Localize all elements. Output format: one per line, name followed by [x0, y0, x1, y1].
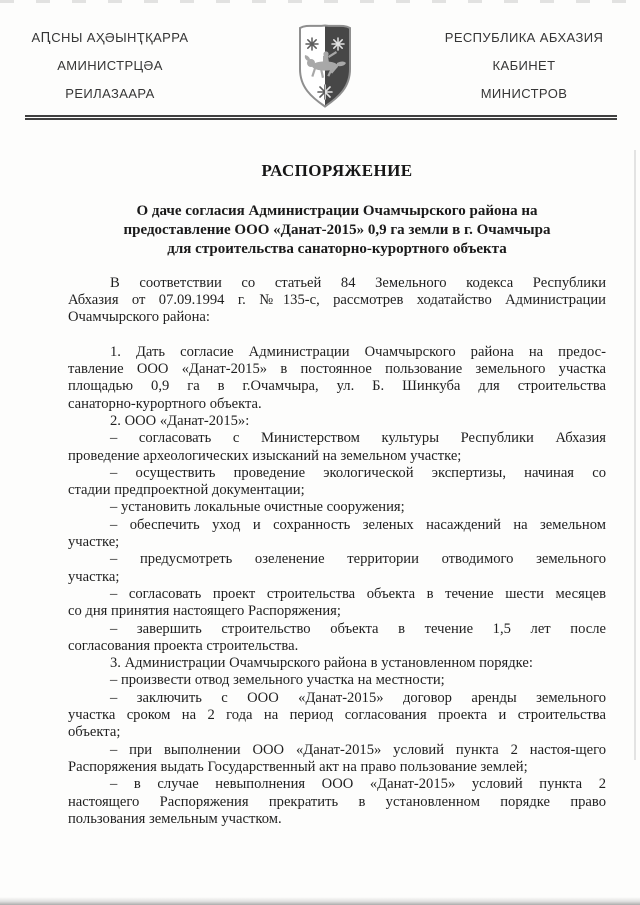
document-subject [68, 202, 606, 260]
subject-line: О даче согласия Администрации Очамчырского района на [136, 203, 538, 219]
paragraph [68, 621, 606, 656]
text-line: Распоряжения выдать Государственный акт на право пользование землей; [68, 758, 528, 775]
text-line: – согласовать с Министерством культуры Республики Абхазия [110, 430, 606, 447]
document-title: РАСПОРЯЖЕНИЕ [261, 161, 413, 180]
letterhead-right-line: МИНИСТРОВ [480, 86, 568, 101]
text-line: настоящего Распоряжения прекратить в установленном порядке право [68, 793, 606, 810]
text-line: – произвести отвод земельного участка на местности; [110, 672, 445, 689]
header-divider [25, 115, 617, 120]
paragraph [68, 465, 606, 500]
text-line: согласования проекта строительства. [68, 637, 299, 654]
paragraph [68, 742, 606, 777]
scan-artifact-bottom [0, 897, 640, 905]
paragraph [68, 586, 606, 621]
letterhead-right-line: КАБИНЕТ [492, 58, 556, 73]
text-line: – осуществить проведение экологической экспертизы, начиная со [110, 464, 606, 481]
paragraph [68, 551, 606, 586]
text-line: объекта; [68, 724, 121, 741]
subject-line: для строительства санаторно-курортного объекта [167, 241, 507, 258]
text-line: участка сроком на 2 года на период согласования проекта и строительства [68, 707, 606, 724]
paragraph [68, 517, 606, 552]
text-line: проведение археологических изысканий на земельном участке; [68, 447, 462, 464]
text-line: тавление ООО «Данат-2015» в постоянное пользование земельного участка [68, 361, 606, 378]
letterhead-left-line: РЕИЛАЗААРА [65, 86, 155, 101]
text-line: пользования земельным участком. [68, 810, 282, 827]
letterhead-left-line: АԤСНЫ АҲӘЫНҬҚАРРА [31, 30, 189, 45]
text-line: со дня принятия настоящего Распоряжения; [68, 603, 341, 620]
paragraph [68, 275, 606, 327]
text-line: площадью 0,9 га в г.Очамчыра, ул. Б. Шинкуба для строительства [68, 378, 606, 395]
letterhead-left [25, 31, 195, 115]
paragraph [68, 690, 606, 742]
text-line: 1. Дать согласие Администрации Очамчырского района на предос- [110, 343, 606, 360]
text-line: 2. ООО «Данат-2015»: [110, 412, 250, 429]
text-line: В соответствии со статьей 84 Земельного кодекса Республики [110, 274, 606, 291]
scan-artifact-top [0, 0, 640, 3]
abkhazia-coat-of-arms-icon [294, 21, 356, 116]
paragraph [68, 655, 606, 672]
paragraph [68, 499, 606, 516]
document-body [68, 275, 606, 829]
text-line: – предусмотреть озеленение территории отводимого земельного [110, 551, 606, 568]
paragraph [68, 776, 606, 828]
letterhead-right-line: РЕСПУБЛИКА АБХАЗИЯ [444, 30, 604, 45]
paragraph [68, 344, 606, 413]
document-content [68, 161, 606, 828]
text-line: – согласовать проект строительства объекта в течение шести месяцев [110, 585, 606, 602]
paragraph [68, 413, 606, 430]
paragraph [68, 672, 606, 689]
text-line: 3. Администрации Очамчырского района в установленном порядке: [110, 655, 533, 672]
text-line: санаторно-курортного объекта. [68, 395, 262, 412]
text-line: – обеспечить уход и сохранность зеленых насаждений на земельном [110, 516, 606, 533]
text-line: стадии предпроектной документации; [68, 482, 305, 499]
text-line: – при выполнении ООО «Данат-2015» условий пункта 2 настоя-щего [110, 741, 606, 758]
subject-line: предоставление ООО «Данат-2015» 0,9 га земли в г. Очамчыра [123, 222, 551, 239]
paragraph [68, 430, 606, 465]
text-line: участке; [68, 534, 120, 551]
text-line: – завершить строительство объекта в течение 1,5 лет после [110, 620, 606, 637]
text-line: – в случае невыполнения ООО «Данат-2015» условий пункта 2 [110, 776, 606, 793]
text-line: – заключить с ООО «Данат-2015» договор аренды земельного [110, 689, 606, 706]
scan-artifact-right [634, 150, 636, 760]
text-line: Абхазия от 07.09.1994 г. №135-с, рассмотрев ходатайство Администрации [68, 291, 606, 308]
text-line: участка; [68, 568, 120, 585]
letterhead-right [432, 31, 616, 115]
letterhead-left-line: АМИНИСТРЦӘА [57, 58, 163, 73]
text-line: – установить локальные очистные сооружения; [110, 499, 405, 516]
text-line: Очамчырского района: [68, 309, 210, 326]
